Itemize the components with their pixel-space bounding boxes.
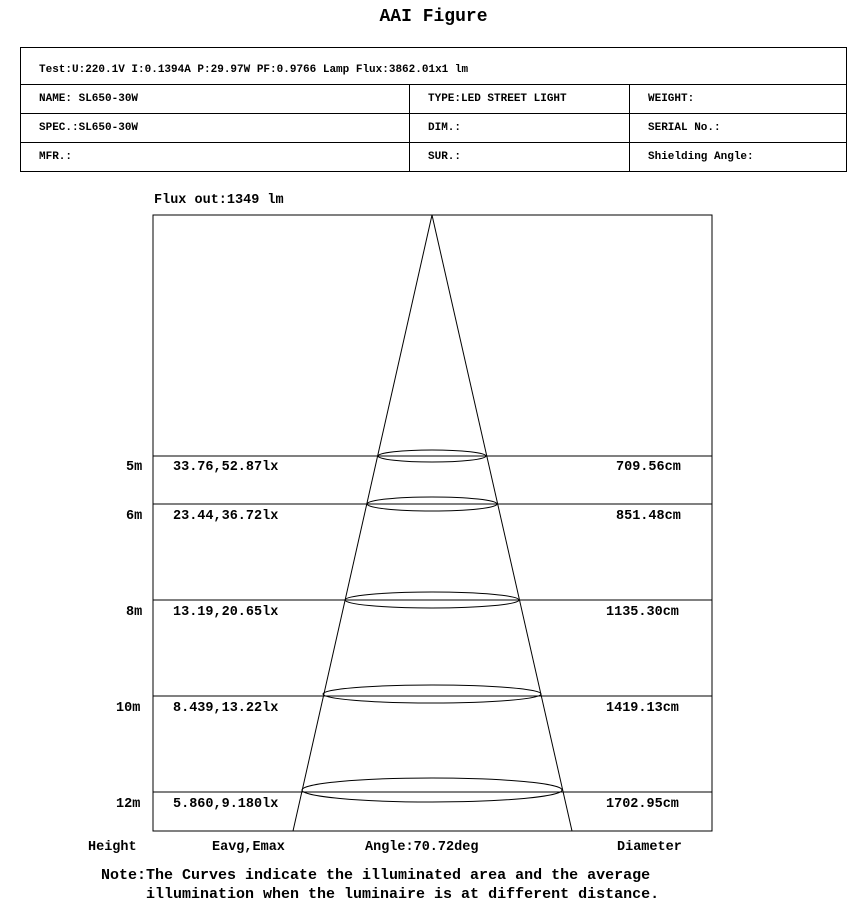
dim-cell: DIM.: xyxy=(410,114,630,143)
illum-label-10m: 8.439,13.22lx xyxy=(173,701,279,716)
illum-label-5m: 33.76,52.87lx xyxy=(173,460,279,475)
flux-out-label: Flux out:1349 lm xyxy=(154,193,284,208)
name-cell: NAME: SL650-30W xyxy=(21,85,410,114)
illuminated-area-12m xyxy=(302,778,562,802)
illum-label-12m: 5.860,9.180lx xyxy=(173,797,279,812)
footer-eavg-label: Eavg,Emax xyxy=(212,840,285,855)
diameter-label-10m: 1419.13cm xyxy=(606,701,679,716)
beam-right-edge xyxy=(432,215,572,831)
diameter-label-8m: 1135.30cm xyxy=(606,605,679,620)
spec-cell: SPEC.:SL650-30W xyxy=(21,114,410,143)
height-label-8m: 8m xyxy=(126,605,143,620)
beam-left-edge xyxy=(293,215,432,831)
height-label-10m: 10m xyxy=(116,701,141,716)
illuminated-area-10m xyxy=(323,685,541,703)
height-label-6m: 6m xyxy=(126,509,143,524)
serial-cell: SERIAL No.: xyxy=(630,114,847,143)
diameter-label-12m: 1702.95cm xyxy=(606,797,679,812)
height-label-5m: 5m xyxy=(126,460,143,475)
illum-label-8m: 13.19,20.65lx xyxy=(173,605,279,620)
test-info: Test:U:220.1V I:0.1394A P:29.97W PF:0.9766 Lamp Flux:3862.01x1 lm xyxy=(21,48,847,85)
footer-diameter-label: Diameter xyxy=(617,840,682,855)
shielding-cell: Shielding Angle: xyxy=(630,143,847,172)
note-text: Note:The Curves indicate the illuminated area and the average illumination when the luminaire is at different distance. xyxy=(101,867,660,903)
footer-height-label: Height xyxy=(88,840,137,855)
footer-angle-label: Angle:70.72deg xyxy=(365,840,479,855)
mfr-cell: MFR.: xyxy=(21,143,410,172)
diameter-label-6m: 851.48cm xyxy=(616,509,681,524)
height-label-12m: 12m xyxy=(116,797,141,812)
diameter-label-5m: 709.56cm xyxy=(616,460,681,475)
sur-cell: SUR.: xyxy=(410,143,630,172)
figure-title: AAI Figure xyxy=(379,7,488,27)
type-cell: TYPE:LED STREET LIGHT xyxy=(410,85,630,114)
illum-label-6m: 23.44,36.72lx xyxy=(173,509,279,524)
weight-cell: WEIGHT: xyxy=(630,85,847,114)
